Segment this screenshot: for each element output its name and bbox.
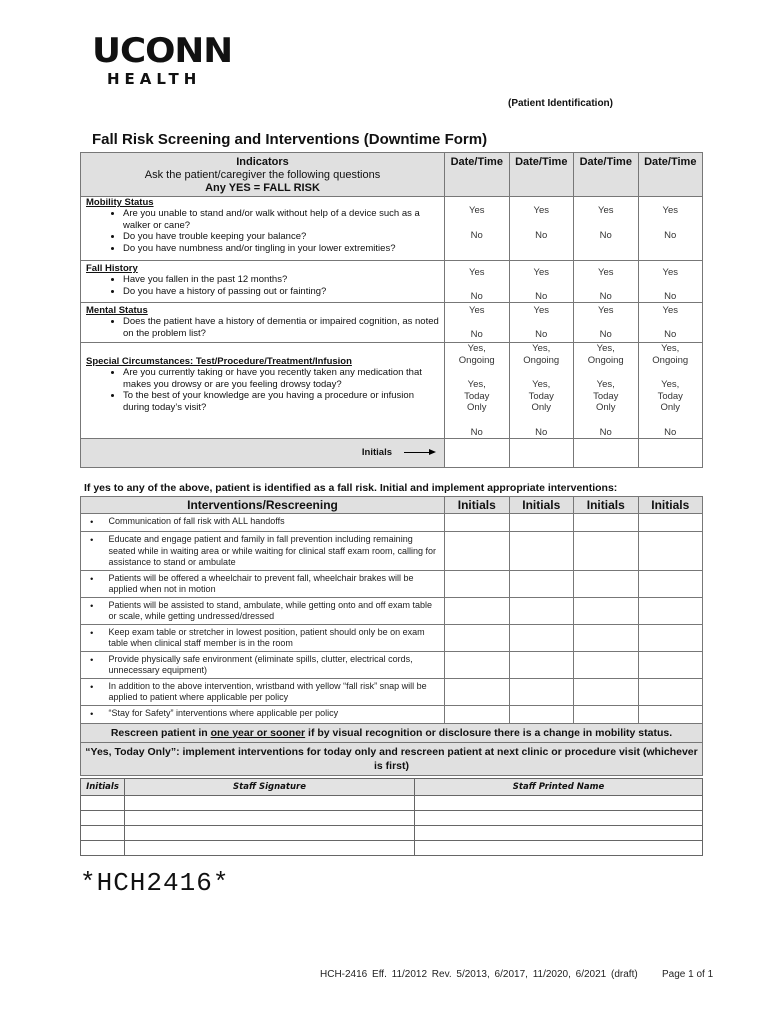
logo-uconn: UCONN [92,31,233,71]
option-yes[interactable]: Yes [533,267,549,278]
signature-field[interactable] [125,826,415,841]
intervention-row [81,532,703,571]
bullet-icon: • [81,514,103,532]
intervention-row [81,705,703,723]
initials-cell[interactable] [638,514,703,532]
initials-field[interactable] [81,796,125,811]
initials-field-3[interactable] [574,439,639,468]
question: • Do you have trouble keeping your balance? [123,231,440,243]
option-yes[interactable]: Yes [469,305,485,316]
option-no[interactable]: No [664,328,677,340]
bullet-icon: • [81,597,103,624]
option-yes[interactable]: Yes [662,267,678,278]
initials-label [81,439,445,468]
intervention-text: Keep exam table or stretcher in lowest position, patient should only be on exam table when clinical staff member is in the room [103,624,445,651]
printed-name-field[interactable] [415,826,703,841]
signature-row [81,796,703,811]
option-no[interactable]: No [599,328,612,340]
initials-column-header: Initials [81,779,125,796]
option-yes[interactable]: Yes [662,305,678,316]
rescreen-note-row [81,723,703,742]
intervention-row [81,624,703,651]
question: • Do you have numbness and/or tingling in your lower extremities? [123,243,440,255]
option-no[interactable]: No [599,426,612,438]
initials-cell[interactable] [574,570,639,597]
printed-name-field[interactable] [415,796,703,811]
initials-cell[interactable] [574,597,639,624]
option-yes-ongoing[interactable]: Yes, Ongoing [587,343,624,366]
date-time-header-2: Date/Time [509,153,574,197]
arrow-right-icon [404,452,434,453]
signature-row [81,826,703,841]
initials-cell[interactable] [445,570,510,597]
signature-row [81,841,703,856]
intervention-text: Communication of fall risk with ALL handoffs [103,514,445,532]
today-only-note: “Yes, Today Only”: implement interventions for today only and rescreen patient at next clinic or procedure visit (whichever is first) [81,742,703,775]
initials-cell[interactable] [638,705,703,723]
initials-cell[interactable] [574,532,639,571]
initials-cell[interactable] [445,651,510,678]
option-yes-today-only[interactable]: Yes, Today Only [593,379,619,413]
option-no[interactable]: No [535,229,548,241]
intervention-row [81,597,703,624]
indicators-table [80,152,703,468]
page-number: Page 1 of 1 [662,969,714,980]
option-yes[interactable]: Yes [598,267,614,278]
option-no[interactable]: No [470,229,483,241]
initials-header-1: Initials [445,497,510,514]
rescreen-interval: one year or sooner [210,726,306,739]
initials-field[interactable] [81,826,125,841]
initials-field-4[interactable] [638,439,703,468]
option-no[interactable]: No [535,290,548,302]
initials-cell[interactable] [574,624,639,651]
fall-risk-instruction: If yes to any of the above, patient is identified as a fall risk. Initial and implement appropriate interventions: [84,482,618,494]
initials-cell[interactable] [445,705,510,723]
initials-cell[interactable] [574,705,639,723]
form-title: Fall Risk Screening and Interventions (Downtime Form) [92,131,488,148]
intervention-text: In addition to the above intervention, wristband with yellow “fall risk” snap will be applied to patient where applicable per policy [103,678,445,705]
today-only-note-row [81,742,703,775]
initials-cell[interactable] [509,597,574,624]
bullet-icon: • [81,651,103,678]
date-time-header-4: Date/Time [638,153,703,197]
intervention-text: Patients will be assisted to stand, ambulate, while getting onto and off exam table or scale, while getting undressed/dressed [103,597,445,624]
indicators-header [81,153,445,197]
initials-header-3: Initials [574,497,639,514]
rescreen-text: Rescreen patient in [110,726,211,739]
section-mental-status [81,303,703,343]
initials-field-1[interactable] [445,439,510,468]
initials-cell[interactable] [509,651,574,678]
initials-cell[interactable] [574,678,639,705]
initials-cell[interactable] [638,532,703,571]
signature-field[interactable] [125,841,415,856]
section-title: Special Circumstances: Test/Procedure/Treatment/Infusion [86,356,352,367]
option-yes[interactable]: Yes [598,205,614,216]
option-no[interactable]: No [664,229,677,241]
initials-field-2[interactable] [509,439,574,468]
option-no[interactable]: No [664,426,677,438]
date-time-header-1: Date/Time [445,153,510,197]
initials-cell[interactable] [638,678,703,705]
bullet-icon: • [81,570,103,597]
initials-header-4: Initials [638,497,703,514]
section-title: Mobility Status [86,197,154,208]
initials-header-2: Initials [509,497,574,514]
option-yes[interactable]: Yes [662,205,678,216]
question: • Are you unable to stand and/or walk without help of a device such as a walker or cane? [123,208,440,231]
initials-cell[interactable] [638,570,703,597]
question: • Does the patient have a history of dementia or impaired cognition, as noted on the problem list? [123,316,440,339]
option-no[interactable]: No [535,426,548,438]
option-yes[interactable]: Yes [469,267,485,278]
initials-cell[interactable] [638,624,703,651]
printed-name-field[interactable] [415,841,703,856]
signature-table [80,778,703,856]
option-yes-ongoing[interactable]: Yes, Ongoing [523,343,560,366]
initials-cell[interactable] [445,514,510,532]
option-yes[interactable]: Yes [533,205,549,216]
section-mobility-status [81,197,703,261]
initials-cell[interactable] [509,532,574,571]
question: • To the best of your knowledge are you having a procedure or infusion during today’s visit? [123,390,440,413]
patient-identification-label: (Patient Identification) [508,98,613,109]
option-yes[interactable]: Yes [533,305,549,316]
printed-name-field[interactable] [415,811,703,826]
initials-field[interactable] [81,811,125,826]
option-yes-ongoing[interactable]: Yes, Ongoing [652,343,689,366]
section-fall-history [81,261,703,303]
intervention-row [81,570,703,597]
initials-cell[interactable] [638,651,703,678]
initials-cell[interactable] [509,705,574,723]
intervention-row [81,678,703,705]
bullet-icon: • [81,624,103,651]
staff-signature-column-header: Staff Signature [125,779,415,796]
intervention-text: Educate and engage patient and family in fall prevention including remaining seated while in waiting area or while waiting for clinical staff exam room, calling for assistance to stand or ambulate [103,532,445,571]
question: • Do you have a history of passing out or fainting? [123,286,440,298]
logo-health: HEALTH [107,70,202,88]
option-no[interactable]: No [599,229,612,241]
initials-field[interactable] [81,841,125,856]
initials-cell[interactable] [445,678,510,705]
signature-field[interactable] [125,796,415,811]
initials-cell[interactable] [509,624,574,651]
option-yes[interactable]: Yes [598,305,614,316]
initials-cell[interactable] [638,597,703,624]
option-no[interactable]: No [599,290,612,302]
option-yes-today-only[interactable]: Yes, Today Only [528,379,554,413]
bullet-icon: • [81,678,103,705]
initials-cell[interactable] [574,514,639,532]
initials-cell[interactable] [509,570,574,597]
initials-cell[interactable] [445,597,510,624]
staff-printed-name-column-header: Staff Printed Name [415,779,703,796]
option-yes-today-only[interactable]: Yes, Today Only [464,379,490,413]
footer-form-info: HCH-2416 Eff. 11/2012 Rev. 5/2013, 6/2017, 11/2020, 6/2021 (draft) [320,969,638,980]
intervention-row [81,514,703,532]
bullet-icon: • [81,705,103,723]
signature-row [81,811,703,826]
question: • Are you currently taking or have you recently taken any medication that makes you drowsy or are you feeling drowsy today? [123,367,440,390]
option-no[interactable]: No [664,290,677,302]
section-title: Mental Status [86,305,148,316]
question: • Have you fallen in the past 12 months? [123,274,440,286]
intervention-text: Provide physically safe environment (eliminate spills, clutter, electrical cords, unnecessary equipment) [103,651,445,678]
option-yes-ongoing[interactable]: Yes, Ongoing [458,343,495,366]
signature-field[interactable] [125,811,415,826]
interventions-table [80,496,703,776]
intervention-text: “Stay for Safety” interventions where applicable per policy [103,705,445,723]
indicators-subtitle: Ask the patient/caregiver the following questions [144,169,381,181]
option-no[interactable]: No [470,328,483,340]
initials-cell[interactable] [445,532,510,571]
section-special-circumstances [81,343,703,439]
option-yes[interactable]: Yes [469,205,485,216]
initials-cell[interactable] [509,678,574,705]
rescreen-text: if by visual recognition or disclosure there is a change in mobility status. [305,726,673,739]
intervention-text: Patients will be offered a wheelchair to prevent fall, wheelchair brakes will be applied when not in motion [103,570,445,597]
option-no[interactable]: No [470,426,483,438]
option-no[interactable]: No [535,328,548,340]
initials-cell[interactable] [574,651,639,678]
indicators-initials-row [81,439,703,468]
indicators-title: Indicators [236,156,289,168]
bullet-icon: • [81,532,103,571]
section-title: Fall History [86,263,138,274]
rescreen-note [81,723,703,742]
intervention-row [81,651,703,678]
initials-text: Initials [361,447,392,458]
interventions-header: Interventions/Rescreening [81,497,445,514]
initials-cell[interactable] [445,624,510,651]
barcode-text: *HCH2416* [80,868,230,898]
indicators-rule: Any YES = FALL RISK [205,182,320,194]
option-yes-today-only[interactable]: Yes, Today Only [657,379,683,413]
initials-cell[interactable] [509,514,574,532]
option-no[interactable]: No [470,290,483,302]
date-time-header-3: Date/Time [574,153,639,197]
